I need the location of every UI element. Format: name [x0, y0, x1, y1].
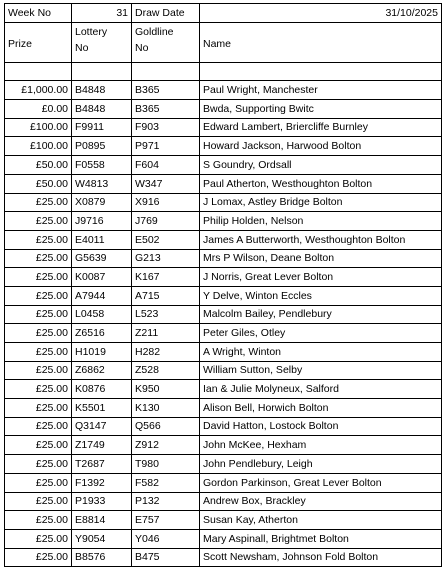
winner-name-cell: Mrs P Wilson, Deane Bolton	[200, 249, 442, 268]
prize-cell: £50.00	[5, 174, 72, 193]
goldline-number-cell: W347	[132, 174, 200, 193]
lottery-number-cell: F1392	[72, 473, 132, 492]
prize-cell: £25.00	[5, 249, 72, 268]
goldline-number-cell: P971	[132, 137, 200, 156]
goldline-number-cell: K950	[132, 380, 200, 399]
winner-name-cell: John McKee, Hexham	[200, 436, 442, 455]
table-row	[5, 511, 442, 530]
table-row	[5, 548, 442, 567]
prize-cell: £100.00	[5, 137, 72, 156]
table-row	[5, 324, 442, 343]
table-row	[5, 174, 442, 193]
goldline-number-cell: P132	[132, 492, 200, 511]
lottery-number-cell: Z6516	[72, 324, 132, 343]
prize-cell: £25.00	[5, 212, 72, 231]
table-row	[5, 492, 442, 511]
lottery-number-cell: W4813	[72, 174, 132, 193]
prize-cell: £25.00	[5, 511, 72, 530]
prize-cell: £25.00	[5, 492, 72, 511]
goldline-number-cell: F903	[132, 118, 200, 137]
winner-name-cell: David Hatton, Lostock Bolton	[200, 417, 442, 436]
winner-name-cell: J Norris, Great Lever Bolton	[200, 268, 442, 287]
winner-name-cell: James A Butterworth, Westhoughton Bolton	[200, 230, 442, 249]
lottery-number-cell: A7944	[72, 286, 132, 305]
prize-cell: £25.00	[5, 473, 72, 492]
goldline-number-cell: K167	[132, 268, 200, 287]
table-row	[5, 455, 442, 474]
winner-name-cell: Bwda, Supporting Bwitc	[200, 100, 442, 119]
lottery-number-cell: K5501	[72, 399, 132, 418]
lottery-number-cell: T2687	[72, 455, 132, 474]
winner-name-cell: Alison Bell, Horwich Bolton	[200, 399, 442, 418]
goldline-number-cell: B365	[132, 81, 200, 100]
goldline-header-line1: Goldline	[135, 25, 174, 38]
goldline-number-cell: B365	[132, 100, 200, 119]
prize-cell: £1,000.00	[5, 81, 72, 100]
goldline-number-cell: Y046	[132, 529, 200, 548]
winner-name-cell: Susan Kay, Atherton	[200, 511, 442, 530]
blank-row	[5, 62, 442, 81]
table-row	[5, 436, 442, 455]
lottery-number-cell: J9716	[72, 212, 132, 231]
lottery-number-cell: Z1749	[72, 436, 132, 455]
table-row	[5, 343, 442, 362]
blank-cell	[72, 62, 132, 81]
table-row	[5, 249, 442, 268]
results-table-body	[5, 4, 442, 567]
goldline-number-cell: A715	[132, 286, 200, 305]
prize-cell: £25.00	[5, 455, 72, 474]
table-row	[5, 137, 442, 156]
lottery-header	[72, 22, 132, 62]
prize-cell: £100.00	[5, 118, 72, 137]
prize-cell: £0.00	[5, 100, 72, 119]
blank-cell	[200, 62, 442, 81]
winner-name-cell: Scott Newsham, Johnson Fold Bolton	[200, 548, 442, 567]
prize-cell: £25.00	[5, 268, 72, 287]
winner-name-cell: William Sutton, Selby	[200, 361, 442, 380]
prize-cell: £25.00	[5, 399, 72, 418]
lottery-number-cell: P0895	[72, 137, 132, 156]
prize-cell: £25.00	[5, 548, 72, 567]
table-row	[5, 399, 442, 418]
table-row	[5, 230, 442, 249]
winner-name-cell: A Wright, Winton	[200, 343, 442, 362]
prize-header-label: Prize	[8, 37, 32, 50]
name-header-label: Name	[203, 37, 232, 50]
winner-name-cell: Gordon Parkinson, Great Lever Bolton	[200, 473, 442, 492]
winner-name-cell: Edward Lambert, Briercliffe Burnley	[200, 118, 442, 137]
goldline-number-cell: T980	[132, 455, 200, 474]
winner-name-cell: John Pendlebury, Leigh	[200, 455, 442, 474]
lottery-number-cell: F9911	[72, 118, 132, 137]
prize-cell: £25.00	[5, 324, 72, 343]
lottery-number-cell: B4848	[72, 100, 132, 119]
winner-name-cell: Howard Jackson, Harwood Bolton	[200, 137, 442, 156]
table-row	[5, 417, 442, 436]
results-sheet	[4, 3, 441, 567]
goldline-number-cell: F604	[132, 156, 200, 175]
draw-date: 31/10/2025	[200, 4, 442, 23]
prize-cell: £25.00	[5, 230, 72, 249]
lottery-number-cell: K0087	[72, 268, 132, 287]
table-row	[5, 212, 442, 231]
results-table	[4, 3, 442, 567]
table-row	[5, 286, 442, 305]
goldline-number-cell: E502	[132, 230, 200, 249]
goldline-header	[132, 22, 200, 62]
winner-name-cell: Y Delve, Winton Eccles	[200, 286, 442, 305]
winner-name-cell: Mary Aspinall, Brightmet Bolton	[200, 529, 442, 548]
lottery-number-cell: B4848	[72, 81, 132, 100]
name-header	[200, 22, 442, 62]
winner-name-cell: Andrew Box, Brackley	[200, 492, 442, 511]
lottery-number-cell: Q3147	[72, 417, 132, 436]
table-row	[5, 380, 442, 399]
lottery-number-cell: L0458	[72, 305, 132, 324]
winner-name-cell: Peter Giles, Otley	[200, 324, 442, 343]
winner-name-cell: S Goundry, Ordsall	[200, 156, 442, 175]
table-row	[5, 473, 442, 492]
lottery-header-line1: Lottery	[75, 25, 108, 38]
goldline-number-cell: Z211	[132, 324, 200, 343]
goldline-header-line2: No	[135, 41, 149, 54]
winner-name-cell: Malcolm Bailey, Pendlebury	[200, 305, 442, 324]
prize-cell: £25.00	[5, 343, 72, 362]
lottery-number-cell: Y9054	[72, 529, 132, 548]
winner-name-cell: Ian & Julie Molyneux, Salford	[200, 380, 442, 399]
winner-name-cell: Paul Wright, Manchester	[200, 81, 442, 100]
table-row	[5, 118, 442, 137]
winner-name-cell: Paul Atherton, Westhoughton Bolton	[200, 174, 442, 193]
goldline-number-cell: X916	[132, 193, 200, 212]
table-row	[5, 361, 442, 380]
prize-cell: £25.00	[5, 417, 72, 436]
goldline-number-cell: K130	[132, 399, 200, 418]
goldline-number-cell: G213	[132, 249, 200, 268]
lottery-number-cell: F0558	[72, 156, 132, 175]
prize-header	[5, 22, 72, 62]
lottery-header-line2: No	[75, 41, 89, 54]
lottery-number-cell: E4011	[72, 230, 132, 249]
goldline-number-cell: J769	[132, 212, 200, 231]
blank-cell	[132, 62, 200, 81]
lottery-number-cell: P1933	[72, 492, 132, 511]
table-row	[5, 305, 442, 324]
table-row	[5, 81, 442, 100]
goldline-number-cell: Q566	[132, 417, 200, 436]
table-row	[5, 100, 442, 119]
winner-name-cell: Philip Holden, Nelson	[200, 212, 442, 231]
prize-cell: £25.00	[5, 361, 72, 380]
table-row	[5, 268, 442, 287]
lottery-number-cell: X0879	[72, 193, 132, 212]
table-row	[5, 193, 442, 212]
goldline-number-cell: L523	[132, 305, 200, 324]
prize-cell: £25.00	[5, 436, 72, 455]
prize-cell: £25.00	[5, 305, 72, 324]
table-row	[5, 156, 442, 175]
goldline-number-cell: H282	[132, 343, 200, 362]
prize-cell: £25.00	[5, 193, 72, 212]
header-row-week	[5, 4, 442, 23]
week-number: 31	[72, 4, 132, 23]
prize-cell: £25.00	[5, 380, 72, 399]
goldline-number-cell: B475	[132, 548, 200, 567]
winner-name-cell: J Lomax, Astley Bridge Bolton	[200, 193, 442, 212]
draw-date-label: Draw Date	[132, 4, 200, 23]
week-label: Week No	[5, 4, 72, 23]
blank-cell	[5, 62, 72, 81]
lottery-number-cell: Z6862	[72, 361, 132, 380]
prize-cell: £50.00	[5, 156, 72, 175]
goldline-number-cell: F582	[132, 473, 200, 492]
lottery-number-cell: B8576	[72, 548, 132, 567]
header-row-columns	[5, 22, 442, 62]
table-row	[5, 529, 442, 548]
lottery-number-cell: G5639	[72, 249, 132, 268]
prize-cell: £25.00	[5, 286, 72, 305]
goldline-number-cell: Z528	[132, 361, 200, 380]
lottery-number-cell: E8814	[72, 511, 132, 530]
lottery-number-cell: K0876	[72, 380, 132, 399]
goldline-number-cell: Z912	[132, 436, 200, 455]
lottery-number-cell: H1019	[72, 343, 132, 362]
prize-cell: £25.00	[5, 529, 72, 548]
goldline-number-cell: E757	[132, 511, 200, 530]
